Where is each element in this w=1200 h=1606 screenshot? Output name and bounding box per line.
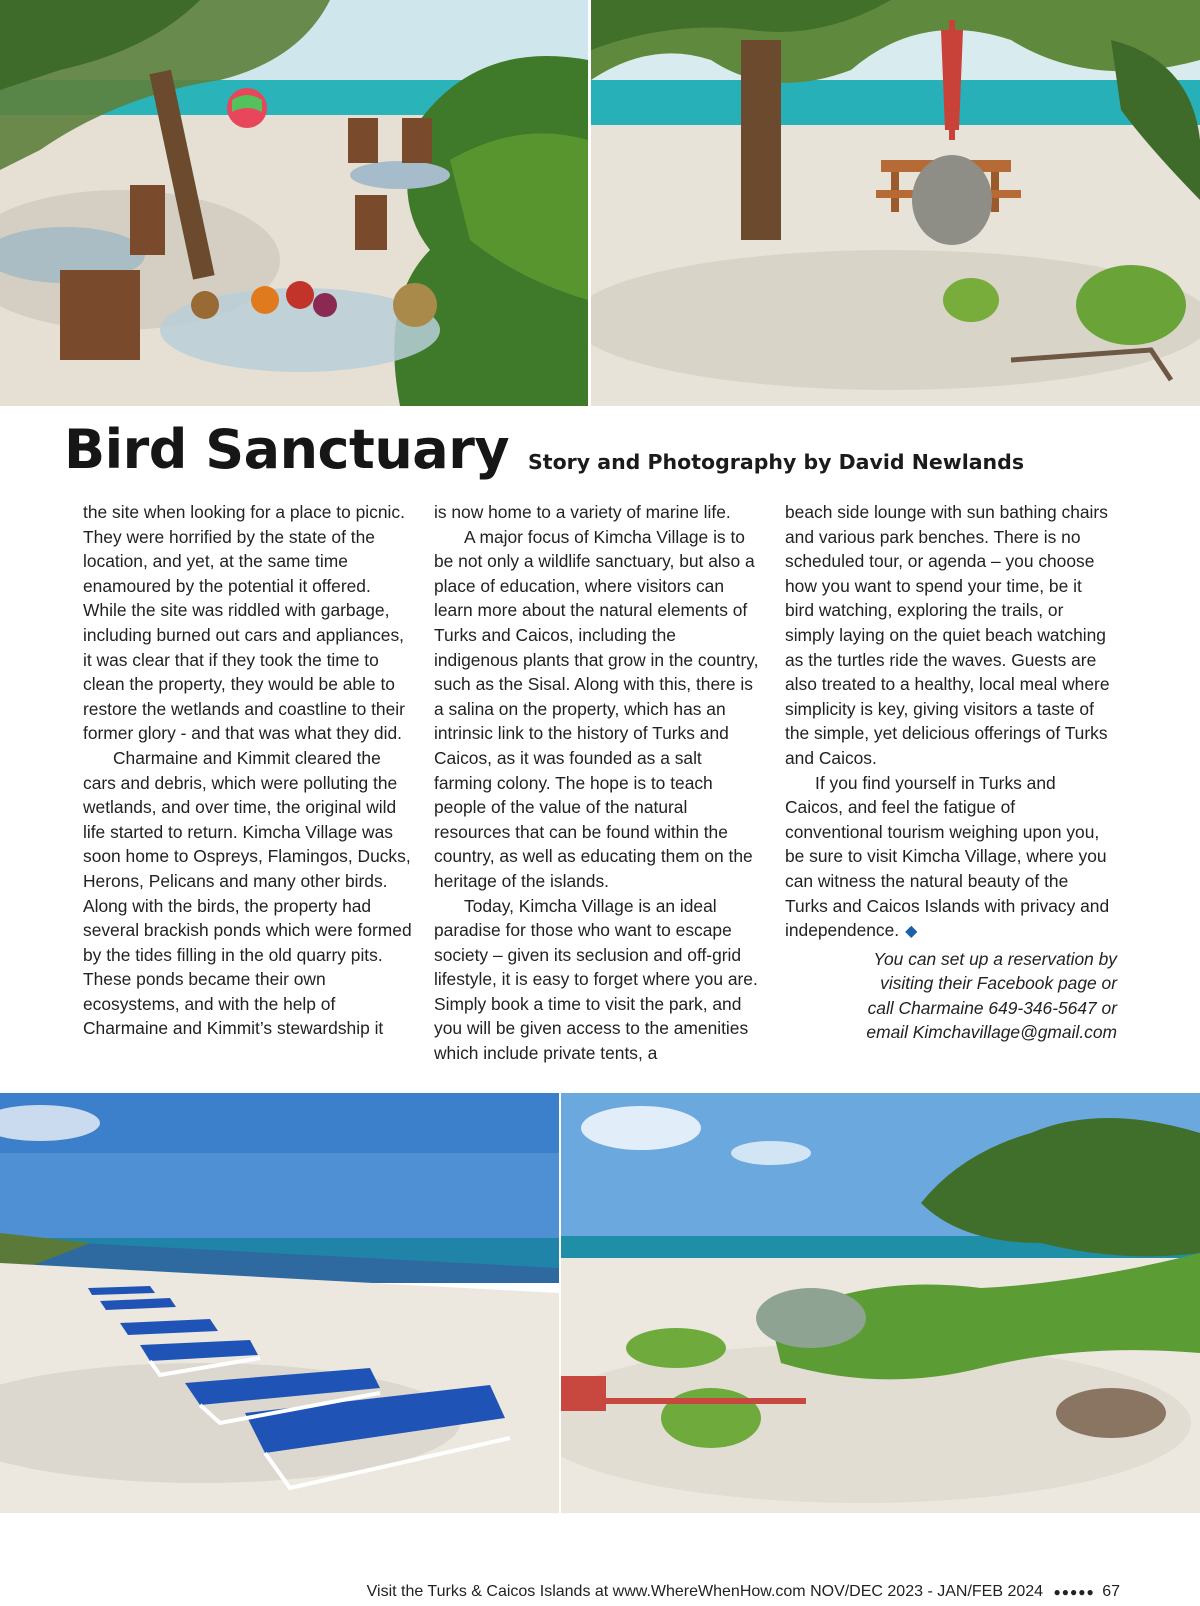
article-byline: Story and Photography by David Newlands	[528, 450, 1025, 474]
footer-dots: ●●●●●	[1053, 1585, 1095, 1599]
photo-picnic-tables	[0, 0, 588, 406]
footer-text: Visit the Turks & Caicos Islands at www.WhereWhenHow.com NOV/DEC 2023 - JAN/FEB 2024	[366, 1583, 1044, 1600]
contact-line: call Charmaine 649-346-5647 or	[867, 997, 1117, 1018]
contact-info	[785, 947, 1117, 1045]
article-column-1	[83, 500, 413, 1041]
article-title: Bird Sanctuary	[64, 418, 510, 481]
paragraph: beach side lounge with sun bathing chairs and various park benches. There is no scheduled tour, or agenda – you choose how you want to spend your time, be it bird watching, exploring the trails, or simply laying on the quiet beach watching as the turtles ride the waves. Guests are also treated to a healthy, local meal where simplicity is key, giving visitors a taste of the simple, yet delicious offerings of Turks and Caicos.	[785, 502, 1110, 768]
contact-line: email Kimchavillage@gmail.com	[866, 1022, 1117, 1043]
paragraph: Today, Kimcha Village is an ideal paradise for those who want to escape society – given its seclusion and off-grid lifestyle, it is easy to forget where you are. Simply book a time to visit the park, and you will be given access to the amenities which include private tents, a	[434, 895, 758, 1064]
paragraph: is now home to a variety of marine life.	[434, 502, 731, 522]
end-mark-icon: ◆	[905, 923, 918, 941]
photo-dunes-bushes	[561, 1093, 1200, 1513]
paragraph: Charmaine and Kimmit cleared the cars and debris, which were polluting the wetlands, and over time, the original wild life started to return. Kimcha Village was soon home to Ospreys, Flamingos, Ducks, Herons, Pelicans and many other birds. Along with the birds, the property had several brackish ponds which were formed by the tides filling in the old quarry pits. These ponds became their own ecosystems, and with the help of Charmaine and Kimmit’s stewardship it	[83, 747, 412, 1039]
paragraph: A major focus of Kimcha Village is to be not only a wildlife sanctuary, but also a place of education, where visitors can learn more about the natural elements of Turks and Caicos, including the indigenous plants that grow in the country, such as the Sisal. Along with this, there is a salina on the property, which has an intrinsic link to the history of Turks and Caicos, as it was founded as a salt farming colony. The hope is to teach people of the value of the natural resources that can be found within the country, as well as educating them on the heritage of the islands.	[434, 526, 759, 891]
paragraph: the site when looking for a place to picnic. They were horrified by the state of the location, and yet, at the same time enamoured by the potential it offered. While the site was riddled with garbage, including burned out cars and appliances, it was clear that if they took the time to clean the property, they would be able to restore the wetlands and coastline to their former glory - and that was what they did.	[83, 502, 405, 744]
contact-line: You can set up a reservation by	[873, 948, 1117, 969]
page-number: 67	[1102, 1583, 1120, 1600]
paragraph-text: If you find yourself in Turks and Caicos, and feel the fatigue of conventional tourism weighing upon you, be sure to visit Kimcha Village, where you can witness the natural beauty of the Turks and Caicos Islands with privacy and independence.	[785, 772, 1110, 941]
article-column-3	[785, 500, 1115, 1045]
photo-beach-loungers	[0, 1093, 559, 1513]
article-column-2	[434, 500, 764, 1066]
photo-picnic-bench-buoy	[591, 0, 1200, 406]
contact-line: visiting their Facebook page or	[880, 973, 1117, 994]
page-footer	[367, 1583, 1120, 1601]
paragraph	[785, 771, 1115, 945]
